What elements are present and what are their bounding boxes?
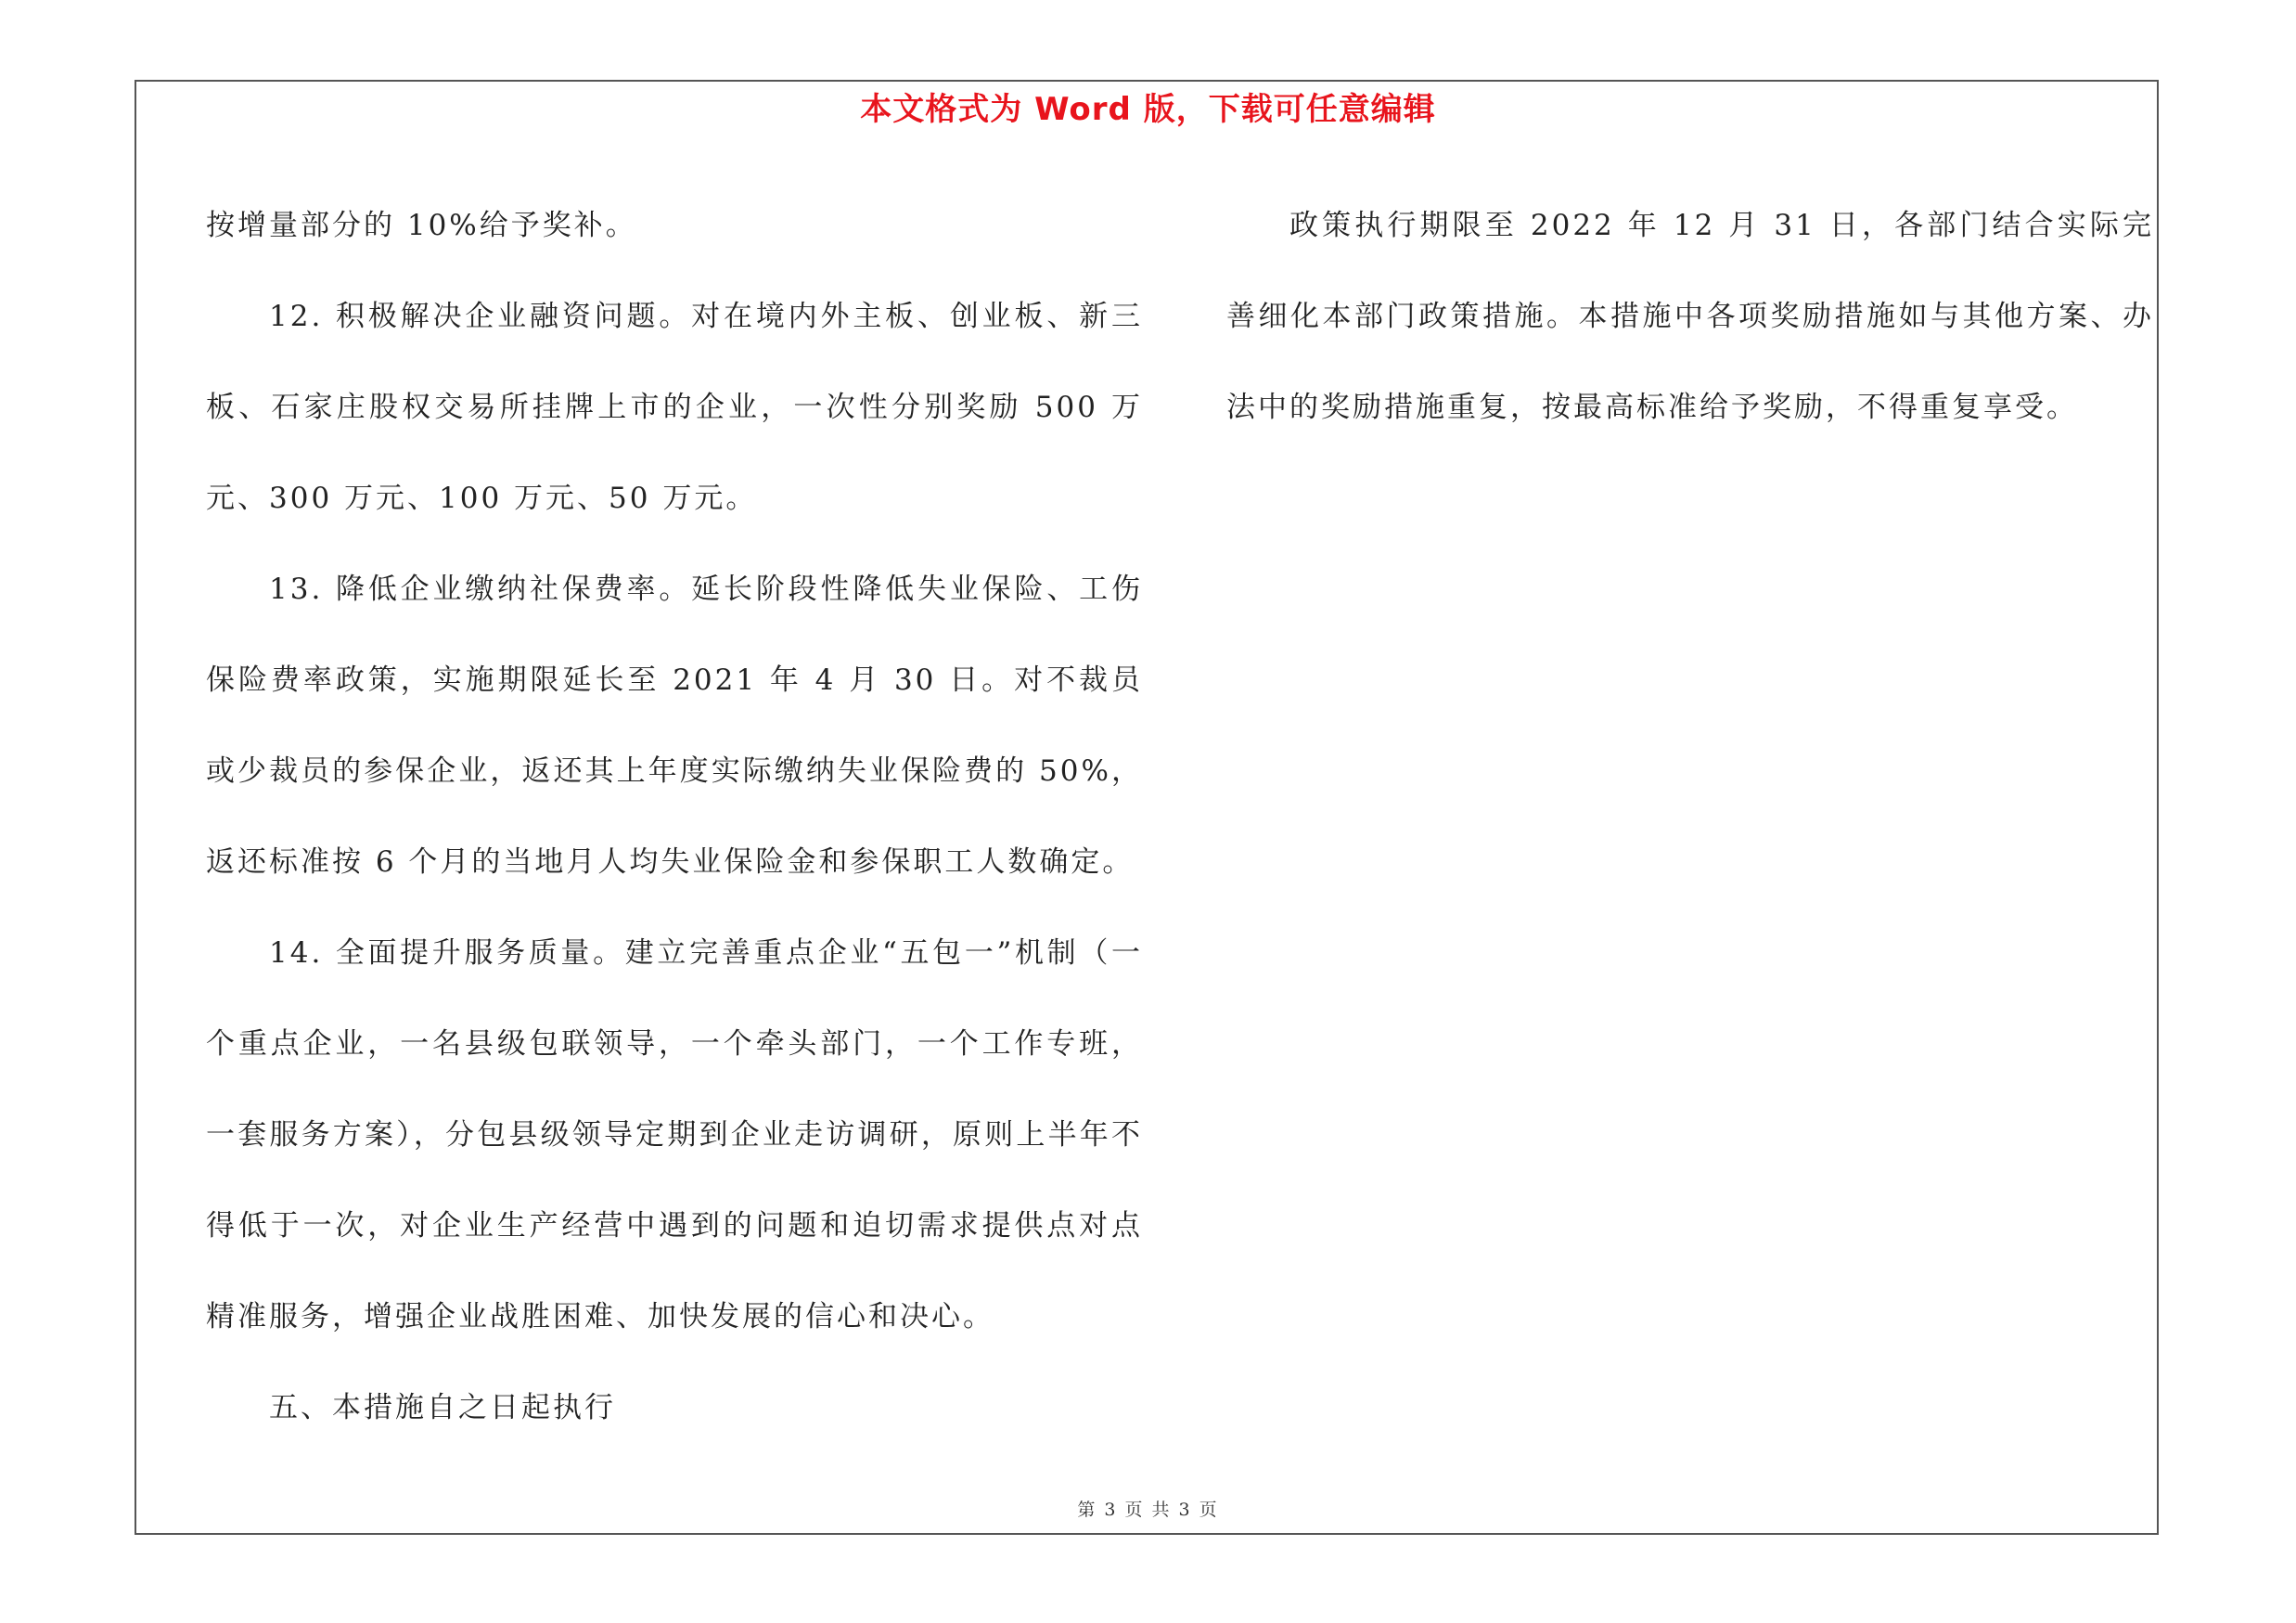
paragraph-item-12: 12. 积极解决企业融资问题。对在境内外主板、创业板、新三板、石家庄股权交易所挂牌上市的企业，一次性分别奖励 500 万元、300 万元、100 万元、50 万元。 bbox=[206, 300, 1143, 515]
left-column bbox=[206, 180, 1143, 1453]
format-banner: 本文格式为 Word 版，下载可任意编辑 bbox=[860, 91, 1436, 128]
page-number: 第 3 页 共 3 页 bbox=[1077, 1500, 1219, 1520]
section-heading-five: 五、本措施自之日起执行 bbox=[269, 1391, 616, 1424]
paragraph-item-14: 14. 全面提升服务质量。建立完善重点企业“五包一”机制（一个重点企业，一名县级包联领导，一个牵头部门，一个工作专班，一套服务方案），分包县级领导定期到企业走访调研，原则上半年不得低于一次，对企业生产经营中遇到的问题和迫切需求提供点对点精准服务，增强企业战胜困难、加快发展的信心和决心。 bbox=[206, 936, 1143, 1333]
paragraph-policy-period: 政策执行期限至 2022 年 12 月 31 日，各部门结合实际完善细化本部门政策措施。本措施中各项奖励措施如与其他方案、办法中的奖励措施重复，按最高标准给予奖励，不得重复享受。 bbox=[1226, 209, 2154, 424]
paragraph-item-13: 13. 降低企业缴纳社保费率。延长阶段性降低失业保险、工伤保险费率政策，实施期限延长至 2021 年 4 月 30 日。对不裁员或少裁员的参保企业，返还其上年度实际缴纳失业保险费的 50%，返还标准按 6 个月的当地月人均失业保险金和参保职工人数确定。 bbox=[206, 573, 1143, 879]
right-column bbox=[1226, 180, 2154, 453]
paragraph-continuation: 按增量部分的 10%给予奖补。 bbox=[206, 209, 637, 242]
